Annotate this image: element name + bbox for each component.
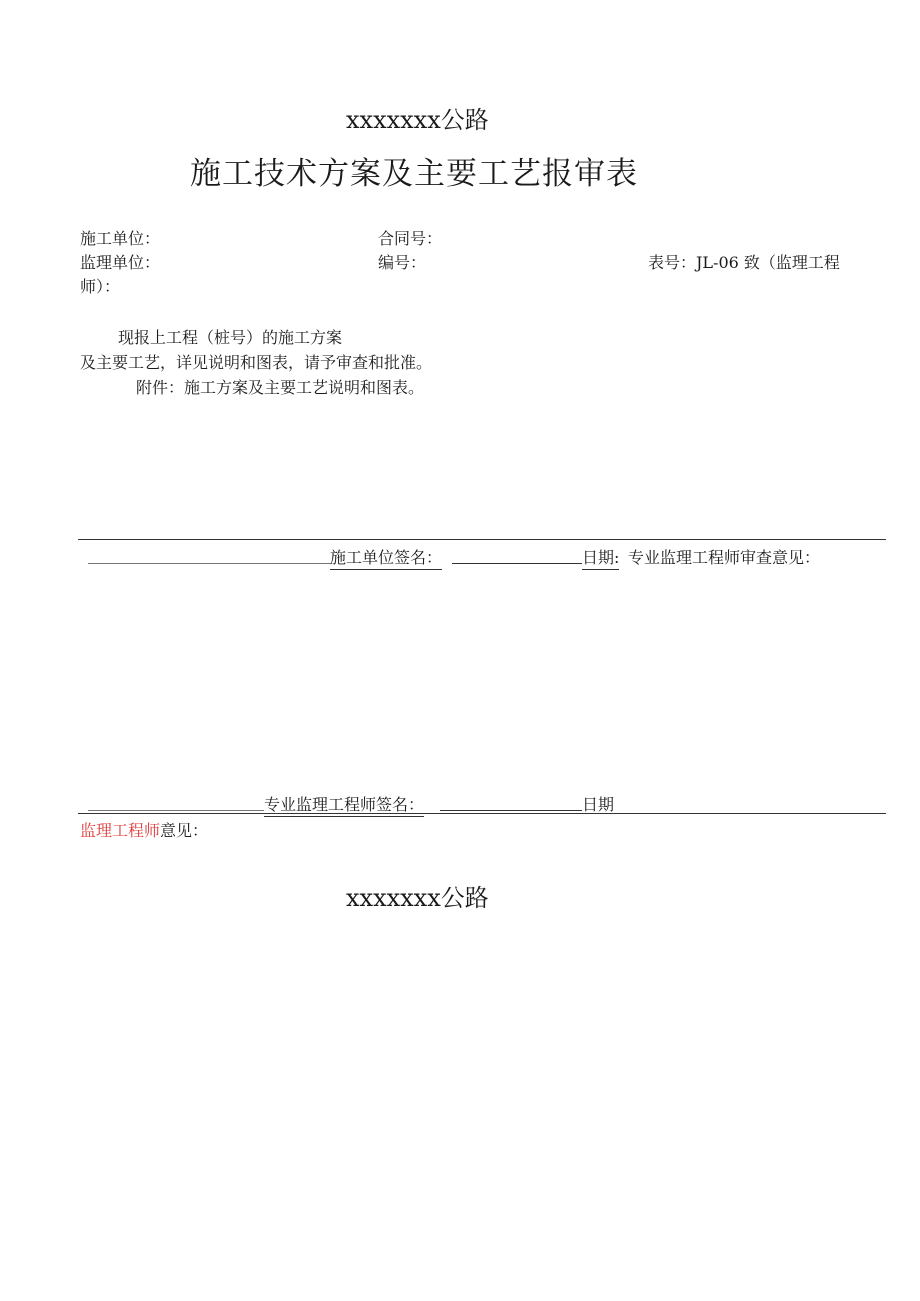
road-name-heading: xxxxxxx公路 <box>346 106 489 134</box>
date-label-1: 日期: <box>582 545 619 570</box>
supervisor-opinion-label <box>80 818 208 841</box>
supervisor-opinion-tail: 意见： <box>160 821 209 840</box>
body-line-2: 及主要工艺，详见说明和图表，请予审查和批准。 <box>80 353 433 372</box>
contractor-sign-label: 施工单位签名： <box>330 545 442 570</box>
supervisor-label: 监理单位： <box>80 253 161 272</box>
contract-no-label: 合同号： <box>378 229 443 248</box>
body-line-1: 现报上工程（桩号）的施工方案 <box>118 328 343 347</box>
supervisor-opinion-highlight: 监理工程师 <box>80 821 161 840</box>
signature-underline <box>88 563 332 564</box>
divider-line <box>78 539 886 540</box>
attachment-line: 附件：施工方案及主要工艺说明和图表。 <box>136 378 425 397</box>
form-no-continuation: 师）： <box>80 277 121 296</box>
date-label-2: 日期 <box>582 795 615 814</box>
divider-line <box>78 813 886 814</box>
form-no-text: 表号：JL-06 致（监理工程 <box>648 253 840 272</box>
contractor-label: 施工单位： <box>80 229 161 248</box>
form-title: 施工技术方案及主要工艺报审表 <box>190 156 638 192</box>
serial-no-label: 编号： <box>378 253 427 272</box>
signature-underline <box>440 810 582 811</box>
engineer-sign-label: 专业监理工程师签名： <box>264 792 424 817</box>
footer-road-name: xxxxxxx公路 <box>346 884 489 912</box>
signature-underline <box>452 563 582 564</box>
signature-underline <box>88 810 264 811</box>
engineer-review-label: 专业监理工程师审查意见： <box>628 548 821 567</box>
